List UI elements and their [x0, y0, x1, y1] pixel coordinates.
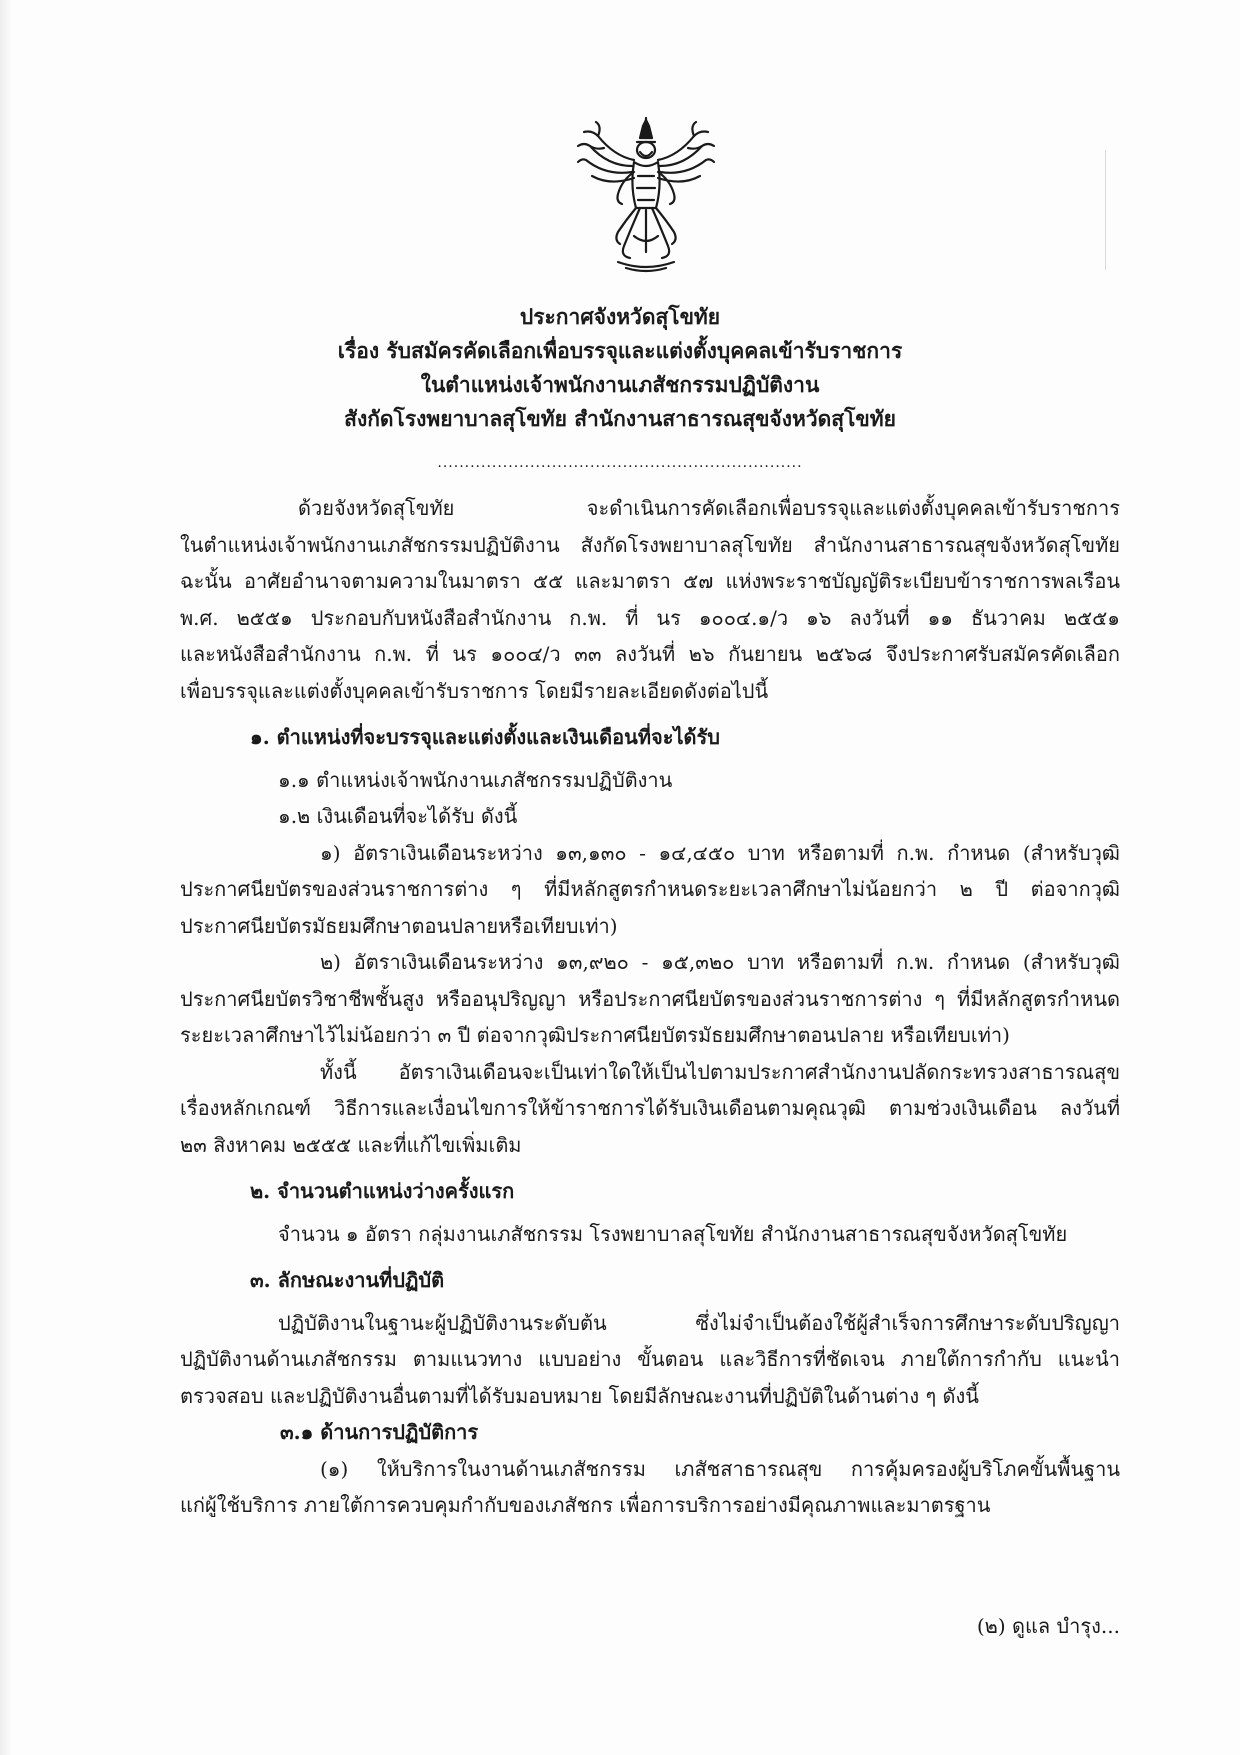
- section-1-item-1: ๑.๑ ตำแหน่งเจ้าพนักงานเภสัชกรรมปฏิบัติงาน: [278, 767, 673, 792]
- section-3-paragraph: [180, 1305, 1120, 1415]
- salary-rate-line: ประกาศนียบัตรของส่วนราชการต่าง ๆ ที่มีหลักสูตรกำหนดระยะเวลาศึกษาไม่น้อยกว่า ๒ ปี ต่อจากวุฒิ: [180, 877, 1120, 901]
- intro-line: ด้วยจังหวัดสุโขทัย จะดำเนินการคัดเลือกเพื่อบรรจุและแต่งตั้งบุคคลเข้ารับราชการ: [298, 496, 1120, 520]
- salary-rate-line: ระยะเวลาศึกษาไว้ไม่น้อยกว่า ๓ ปี ต่อจากวุฒิประกาศนียบัตรมัธยมศึกษาตอนปลาย หรือเทียบเท่า): [180, 1023, 1010, 1047]
- salary-note-line: ๒๓ สิงหาคม ๒๕๕๕ และที่แก้ไขเพิ่มเติม: [180, 1132, 522, 1157]
- intro-line: ในตำแหน่งเจ้าพนักงานเภสัชกรรมปฏิบัติงาน สังกัดโรงพยาบาลสุโขทัย สำนักงานสาธารณสุขจังหวัดสุโขทัย: [180, 532, 1120, 557]
- intro-line: ฉะนั้น อาศัยอำนาจตามความในมาตรา ๕๕ และมาตรา ๕๗ แห่งพระราชบัญญัติระเบียบข้าราชการพลเรือน: [180, 569, 1120, 593]
- document-header: [0, 300, 1240, 436]
- salary-rate-line: ๑) อัตราเงินเดือนระหว่าง ๑๓,๑๓๐ - ๑๔,๔๕๐ บาท หรือตามที่ ก.พ. กำหนด (สำหรับวุฒิ: [320, 840, 1120, 865]
- scan-artifact-line: [1105, 150, 1106, 270]
- section-1-item-2: ๑.๒ เงินเดือนที่จะได้รับ ดังนี้: [278, 804, 518, 828]
- salary-rate-2: [180, 944, 1120, 1054]
- section-3-line: ปฏิบัติงานในฐานะผู้ปฏิบัติงานระดับต้น ซึ่งไม่จำเป็นต้องใช้ผู้สำเร็จการศึกษาระดับปริญญา: [278, 1310, 1120, 1335]
- salary-note-line: เรื่องหลักเกณฑ์ วิธีการและเงื่อนไขการให้ข้าราชการได้รับเงินเดือนตามคุณวุฒิ ตามช่วงเงินเดือน ลงวันที่: [180, 1096, 1120, 1120]
- salary-rate-1: [180, 835, 1120, 945]
- intro-line: เพื่อบรรจุและแต่งตั้งบุคคลเข้ารับราชการ โดยมีรายละเอียดดังต่อไปนี้: [180, 678, 769, 703]
- header-divider: ...................................................................: [437, 455, 803, 471]
- section-3-line: ปฏิบัติงานด้านเภสัชกรรม ตามแนวทาง แบบอย่าง ขั้นตอน และวิธีการที่ชัดเจน ภายใต้การกำกับ แนะนำ: [180, 1347, 1120, 1371]
- document-body: [180, 490, 1120, 1524]
- section-3-1-item-1: [180, 1451, 1120, 1524]
- section-1-title: ๑. ตำแหน่งที่จะบรรจุและแต่งตั้งและเงินเดือนที่จะได้รับ: [250, 725, 720, 749]
- salary-rate-line: ประกาศนียบัตรวิชาชีพชั้นสูง หรืออนุปริญญา หรือประกาศนียบัตรของส่วนราชการต่าง ๆ ที่มีหลักสูตรกำหนด: [180, 986, 1120, 1011]
- section-3-1-line: แก่ผู้ใช้บริการ ภายใต้การควบคุมกำกับของเภสัชกร เพื่อการบริการอย่างมีคุณภาพและมาตรฐาน: [180, 1493, 991, 1517]
- continuation-marker: (๒) ดูแล บำรุง...: [976, 1614, 1120, 1638]
- salary-rate-line: ประกาศนียบัตรมัธยมศึกษาตอนปลายหรือเทียบเท่า): [180, 913, 618, 938]
- section-3-1-line: (๑) ให้บริการในงานด้านเภสัชกรรม เภสัชสาธารณสุข การคุ้มครองผู้บริโภคขั้นพื้นฐาน: [320, 1456, 1120, 1481]
- intro-line: และหนังสือสำนักงาน ก.พ. ที่ นร ๑๐๐๔/ว ๓๓ ลงวันที่ ๒๖ กันยายน ๒๕๖๘ จึงประกาศรับสมัครคัดเลือก: [180, 642, 1120, 666]
- header-affiliation: สังกัดโรงพยาบาลสุโขทัย สำนักงานสาธารณสุขจังหวัดสุโขทัย: [344, 406, 896, 431]
- section-3-title: ๓. ลักษณะงานที่ปฏิบัติ: [250, 1268, 445, 1292]
- header-announcement-title: ประกาศจังหวัดสุโขทัย: [519, 304, 721, 329]
- scan-edge-shadow: [0, 0, 12, 1755]
- salary-rate-line: ๒) อัตราเงินเดือนระหว่าง ๑๓,๙๒๐ - ๑๕,๓๒๐ บาท หรือตามที่ ก.พ. กำหนด (สำหรับวุฒิ: [320, 950, 1120, 974]
- salary-note-line: ทั้งนี้ อัตราเงินเดือนจะเป็นเท่าใดให้เป็นไปตามประกาศสำนักงานปลัดกระทรวงสาธารณสุข: [320, 1059, 1120, 1084]
- section-3-1-title: ๓.๑ ด้านการปฏิบัติการ: [280, 1420, 479, 1444]
- intro-line: พ.ศ. ๒๕๕๑ ประกอบกับหนังสือสำนักงาน ก.พ. ที่ นร ๑๐๐๔.๑/ว ๑๖ ลงวันที่ ๑๑ ธันวาคม ๒๕๕๑: [180, 605, 1120, 630]
- header-position: ในตำแหน่งเจ้าพนักงานเภสัชกรรมปฏิบัติงาน: [420, 372, 820, 397]
- salary-note: [180, 1054, 1120, 1164]
- section-2-title: ๒. จำนวนตำแหน่งว่างครั้งแรก: [250, 1179, 515, 1203]
- section-3-line: ตรวจสอบ และปฏิบัติงานอื่นตามที่ได้รับมอบหมาย โดยมีลักษณะงานที่ปฏิบัติในด้านต่าง ๆ ดังนี้: [180, 1383, 979, 1408]
- header-subject: เรื่อง รับสมัครคัดเลือกเพื่อบรรจุและแต่งตั้งบุคคลเข้ารับราชการ: [337, 338, 903, 363]
- garuda-emblem-icon: [574, 116, 718, 276]
- section-2-text: จำนวน ๑ อัตรา กลุ่มงานเภสัชกรรม โรงพยาบาลสุโขทัย สำนักงานสาธารณสุขจังหวัดสุโขทัย: [278, 1221, 1068, 1246]
- intro-paragraph: [180, 490, 1120, 709]
